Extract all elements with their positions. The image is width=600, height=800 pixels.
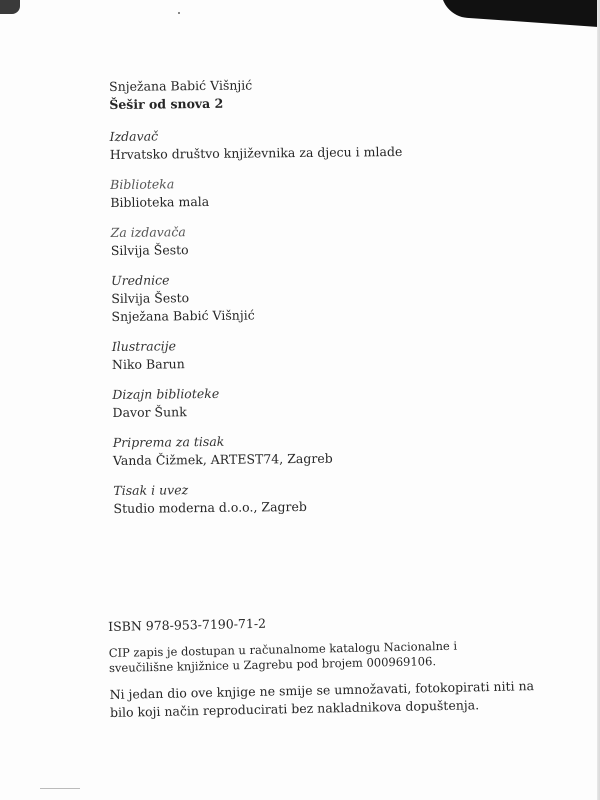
credit-value: Davor Šunk [112,404,187,420]
book-heading [109,73,549,114]
credit-illustrations [112,333,552,374]
legal-block [108,609,550,722]
credit-value: Vanda Čižmek, ARTEST74, Zagreb [112,450,333,468]
credit-value: Hrvatsko društvo književnika za djecu i mlade [109,143,403,162]
credit-for-publisher [111,219,551,260]
credits-block [109,73,554,518]
credit-editors [111,267,552,326]
scan-artifact [40,788,80,789]
credit-value: Snježana Babić Višnjić [111,307,255,324]
credit-label: Urednice [111,272,170,288]
credit-label: Dizajn biblioteke [112,385,220,402]
rights-notice: Ni jedan dio ove knjige ne smije se umnožavati, fotokopirati niti na bilo koji način reproducirati bez nakladnikova dopuštenja. [109,678,535,720]
credit-label: Priprema za tisak [112,433,225,450]
book-author: Snježana Babić Višnjić [109,77,253,94]
scan-artifact [178,12,180,14]
book-title: Šešir od snova 2 [109,95,224,112]
credit-publisher [110,123,550,164]
credit-printing [113,477,553,518]
cip-notice: CIP zapis je dostupan u računalnome katalogu Nacionalne i sveučilišne knjižnice u Zagrebu pod brojem 000969106. [108,638,458,675]
credit-series [110,171,550,212]
credit-label: Izdavač [109,128,159,144]
credit-value: Studio moderna d.o.o., Zagreb [113,498,307,516]
credit-label: Za izdavača [110,224,186,240]
credit-value: Biblioteka mala [110,193,210,210]
credit-label: Tisak i uvez [113,482,189,498]
credit-series-design [112,381,552,422]
credit-value: Silvija Šesto [110,242,189,258]
credit-value: Silvija Šesto [111,290,190,306]
credit-prepress [113,429,553,470]
isbn-line: ISBN 978-953-7190-71-2 [108,615,267,634]
credit-label: Biblioteka [110,176,175,192]
credit-value: Niko Barun [111,356,185,372]
credit-label: Ilustracije [111,338,177,354]
scan-artifact [439,0,600,28]
scan-artifact [0,0,20,14]
